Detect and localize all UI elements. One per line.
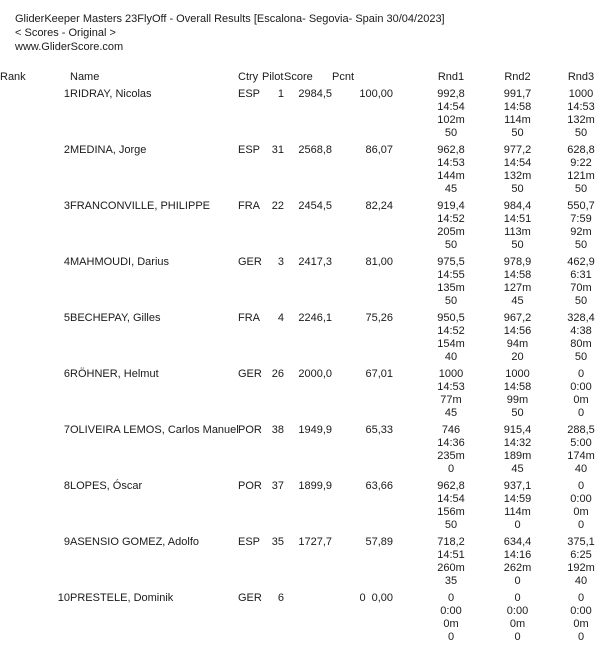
rnd1-bonus-cell: 50 [444, 295, 458, 307]
result-row-bonuses [0, 183, 611, 196]
rnd2-score-cell: 991,7 [503, 88, 532, 100]
rnd2-bonus-cell: 50 [511, 239, 524, 251]
rnd1-score-cell: 975,5 [437, 256, 465, 268]
pcnt-cell [332, 588, 393, 605]
result-row-times [0, 437, 611, 450]
rnd2-height-cell: 189m [503, 450, 532, 462]
score-cell: 2984,5 [298, 88, 332, 100]
rnd2-time-cell: 14:58 [503, 269, 532, 281]
name-cell: LOPES, Óscar [70, 480, 143, 492]
rank-cell: 7 [63, 424, 70, 436]
rnd3-score-cell: 328,4 [567, 312, 595, 324]
rnd1-height-cell: 156m [437, 506, 465, 518]
rnd2-time-cell: 14:54 [503, 157, 532, 169]
rnd1-height-cell: 260m [437, 562, 465, 574]
rnd3-height-cell: 80m [570, 338, 592, 350]
rnd3-height-cell: 0m [573, 506, 589, 518]
table-header-row [0, 70, 611, 84]
rnd1-time-cell: 14:53 [437, 381, 465, 393]
rnd3-bonus-cell: 0 [577, 631, 585, 643]
score-cell: 2000,0 [298, 368, 332, 380]
header-name: Name [70, 71, 100, 83]
result-row-heights [0, 562, 611, 575]
rank-cell: 2 [63, 144, 70, 156]
result-row-times [0, 157, 611, 170]
rnd2-bonus-cell: 50 [511, 127, 524, 139]
pcnt-cell: 100,00 [359, 88, 393, 100]
rnd2-height-cell: 132m [503, 170, 532, 182]
rank-cell: 9 [63, 536, 70, 548]
rnd2-time-cell: 14:58 [503, 381, 532, 393]
header-spacer [393, 70, 418, 84]
rnd1-height-cell: 102m [437, 114, 465, 126]
rnd1-time-cell: 0:00 [440, 605, 462, 617]
rnd3-bonus-cell: 50 [574, 239, 588, 251]
rnd1-bonus-cell: 50 [444, 127, 458, 139]
pilot-cell: 1 [277, 88, 284, 100]
ctry-cell: GER [238, 368, 262, 380]
rnd2-height-cell: 114m [504, 506, 531, 518]
rnd1-time-cell: 14:36 [437, 437, 465, 449]
result-row [0, 476, 611, 493]
rnd3-score-cell: 0 [577, 592, 585, 604]
result-row [0, 308, 611, 325]
rnd3-height-cell: 0m [573, 618, 589, 630]
result-row-heights [0, 506, 611, 519]
rnd1-time-cell: 14:51 [437, 549, 465, 561]
rnd1-score-cell: 0 [447, 592, 455, 604]
rnd2-height-cell: 94m [506, 338, 529, 350]
rnd3-height-cell: 92m [570, 226, 592, 238]
rnd2-score-cell: 977,2 [503, 144, 532, 156]
rnd3-height-cell: 132m [567, 114, 595, 126]
result-row-heights [0, 338, 611, 351]
ctry-cell: ESP [238, 88, 261, 100]
name-cell: RIDRAY, Nicolas [70, 88, 152, 100]
rnd3-score-cell: 375,1 [567, 536, 595, 548]
result-row [0, 532, 611, 549]
rnd1-bonus-cell: 0 [447, 463, 455, 475]
score-cell: 1899,9 [298, 480, 332, 492]
rnd3-score-cell: 1000 [568, 88, 594, 100]
rnd2-bonus-cell: 0 [514, 575, 521, 587]
rnd2-bonus-cell: 50 [511, 183, 524, 195]
ctry-cell: ESP [238, 144, 261, 156]
pilot-cell: 3 [277, 256, 284, 268]
rnd3-score-cell: 462,9 [567, 256, 595, 268]
rnd3-bonus-cell: 50 [574, 183, 588, 195]
rnd3-height-cell: 174m [567, 450, 595, 462]
rnd2-height-cell: 127m [503, 282, 532, 294]
rnd3-time-cell: 0:00 [570, 605, 592, 617]
rnd3-score-cell: 0 [577, 480, 585, 492]
rnd1-bonus-cell: 40 [444, 351, 458, 363]
rank-cell: 6 [63, 368, 70, 380]
rnd2-time-cell: 14:16 [503, 549, 532, 561]
rnd1-height-cell: 144m [437, 170, 465, 182]
result-row-heights [0, 114, 611, 127]
rank-cell: 5 [63, 312, 70, 324]
pcnt-cell: 81,00 [365, 256, 393, 268]
pilot-cell: 6 [277, 592, 284, 604]
rnd3-time-cell: 5:00 [570, 437, 592, 449]
rnd2-height-cell: 113m [504, 226, 531, 238]
pilot-cell: 31 [271, 144, 284, 156]
name-cell: ASENSIO GOMEZ, Adolfo [70, 536, 199, 548]
rank-cell: 10 [57, 592, 70, 604]
rnd2-bonus-cell: 45 [511, 295, 524, 307]
header-pcnt: Pcnt [332, 71, 355, 83]
rnd1-score-cell: 962,8 [437, 480, 465, 492]
rnd1-height-cell: 235m [437, 450, 465, 462]
report-header [15, 12, 445, 54]
pcnt-value: 0,00 [371, 592, 393, 604]
score-value: 0 [359, 592, 366, 604]
rnd2-time-cell: 14:32 [503, 437, 532, 449]
rnd2-bonus-cell: 20 [511, 351, 524, 363]
header-rnd1: Rnd1 [437, 71, 465, 83]
result-row-heights [0, 226, 611, 239]
rnd2-bonus-cell: 0 [514, 519, 521, 531]
pilot-cell: 37 [271, 480, 284, 492]
rnd3-bonus-cell: 50 [574, 351, 588, 363]
ctry-cell: POR [238, 424, 262, 436]
header-pilot: Pilot [262, 71, 284, 83]
rnd3-bonus-cell: 40 [574, 575, 588, 587]
pilot-cell: 4 [277, 312, 284, 324]
rnd1-time-cell: 14:54 [437, 493, 465, 505]
result-row [0, 364, 611, 381]
rnd2-score-cell: 0 [514, 592, 521, 604]
pcnt-cell: 67,01 [365, 368, 393, 380]
score-cell: 2568,8 [298, 144, 332, 156]
name-cell: PRESTELE, Dominik [70, 592, 174, 604]
rnd1-score-cell: 962,8 [437, 144, 465, 156]
ctry-cell: GER [238, 592, 262, 604]
rnd2-height-cell: 0m [509, 618, 526, 630]
pcnt-cell: 65,33 [365, 424, 393, 436]
rnd1-bonus-cell: 50 [444, 239, 458, 251]
report-website: www.GliderScore.com [15, 41, 124, 53]
rnd3-height-cell: 0m [573, 394, 589, 406]
result-row-bonuses [0, 127, 611, 140]
rnd1-score-cell: 950,5 [437, 312, 465, 324]
result-row-bonuses [0, 239, 611, 252]
rnd3-time-cell: 14:53 [567, 101, 595, 113]
result-row [0, 252, 611, 269]
rnd1-score-cell: 992,8 [437, 88, 465, 100]
rnd3-height-cell: 192m [567, 562, 595, 574]
name-cell: OLIVEIRA LEMOS, Carlos Manuel [70, 424, 239, 436]
rnd3-time-cell: 6:31 [570, 269, 592, 281]
rnd3-score-cell: 628,8 [567, 144, 595, 156]
pcnt-cell: 57,89 [365, 536, 393, 548]
score-cell: 1727,7 [298, 536, 332, 548]
rnd2-score-cell: 1000 [505, 368, 530, 380]
results-table [0, 70, 611, 644]
ctry-cell: ESP [238, 536, 261, 548]
rnd1-time-cell: 14:52 [437, 213, 465, 225]
pilot-cell: 22 [271, 200, 284, 212]
rnd2-height-cell: 262m [503, 562, 532, 574]
result-row-heights [0, 170, 611, 183]
ctry-cell: FRA [238, 312, 260, 324]
result-row-bonuses [0, 295, 611, 308]
result-row-heights [0, 394, 611, 407]
rnd3-time-cell: 4:38 [570, 325, 592, 337]
result-row [0, 196, 611, 213]
rnd3-score-cell: 288,5 [567, 424, 595, 436]
result-row-heights [0, 618, 611, 631]
score-cell: 2454,5 [298, 200, 332, 212]
rnd2-height-cell: 114m [504, 114, 531, 126]
rnd1-bonus-cell: 50 [444, 519, 458, 531]
rnd2-time-cell: 0:00 [506, 605, 529, 617]
rnd3-score-cell: 550,7 [567, 200, 595, 212]
rnd3-time-cell: 7:59 [570, 213, 592, 225]
name-cell: BECHEPAY, Gilles [70, 312, 161, 324]
header-rnd2: Rnd2 [504, 71, 531, 83]
score-cell: 2246,1 [298, 312, 332, 324]
ctry-cell: GER [238, 256, 262, 268]
rnd1-bonus-cell: 45 [444, 183, 458, 195]
rank-cell: 3 [63, 200, 70, 212]
rnd1-score-cell: 718,2 [437, 536, 465, 548]
pcnt-cell: 82,24 [365, 200, 393, 212]
pilot-cell: 38 [271, 424, 284, 436]
rnd3-bonus-cell: 40 [574, 463, 588, 475]
pcnt-cell: 63,66 [365, 480, 393, 492]
rnd3-bonus-cell: 50 [574, 127, 588, 139]
rnd3-time-cell: 9:22 [570, 157, 592, 169]
result-row-times [0, 381, 611, 394]
score-cell: 1949,9 [298, 424, 332, 436]
result-row-times [0, 269, 611, 282]
rnd2-score-cell: 937,1 [503, 480, 532, 492]
result-row [0, 588, 611, 605]
rnd1-time-cell: 14:55 [437, 269, 465, 281]
rnd1-bonus-cell: 35 [444, 575, 458, 587]
pilot-cell: 35 [271, 536, 284, 548]
pcnt-cell: 75,26 [365, 312, 393, 324]
result-row-times [0, 549, 611, 562]
rnd1-height-cell: 154m [437, 338, 465, 350]
rank-cell: 1 [63, 88, 70, 100]
header-rnd3: Rnd3 [567, 71, 595, 83]
rnd2-height-cell: 99m [506, 394, 529, 406]
result-row-heights [0, 282, 611, 295]
result-row-times [0, 325, 611, 338]
rnd2-score-cell: 634,4 [503, 536, 532, 548]
rnd3-bonus-cell: 0 [577, 407, 585, 419]
report-subtitle: < Scores - Original > [15, 27, 116, 39]
rnd3-height-cell: 121m [567, 170, 595, 182]
rnd2-score-cell: 978,9 [503, 256, 532, 268]
rnd1-height-cell: 135m [437, 282, 465, 294]
ctry-cell: FRA [238, 200, 260, 212]
rnd2-bonus-cell: 0 [514, 631, 521, 643]
rnd2-time-cell: 14:58 [503, 101, 532, 113]
report-title: GliderKeeper Masters 23FlyOff - Overall Results [Escalona- Segovia- Spain 30/04/2023] [15, 13, 445, 25]
result-row-times [0, 213, 611, 226]
rnd1-time-cell: 14:54 [437, 101, 465, 113]
result-row [0, 420, 611, 437]
rnd1-height-cell: 77m [440, 394, 462, 406]
result-row-bonuses [0, 631, 611, 644]
rnd3-score-cell: 0 [577, 368, 585, 380]
rnd3-bonus-cell: 0 [577, 519, 585, 531]
rnd2-time-cell: 14:51 [503, 213, 532, 225]
name-cell: FRANCONVILLE, PHILIPPE [70, 200, 210, 212]
rnd3-time-cell: 0:00 [570, 381, 592, 393]
header-rank: Rank [0, 71, 26, 83]
result-row-heights [0, 450, 611, 463]
pcnt-cell: 86,07 [365, 144, 393, 156]
name-cell: RÖHNER, Helmut [70, 368, 159, 380]
rnd2-score-cell: 967,2 [503, 312, 532, 324]
rnd1-bonus-cell: 45 [444, 407, 458, 419]
rnd1-time-cell: 14:52 [437, 325, 465, 337]
rnd2-bonus-cell: 45 [511, 463, 524, 475]
rnd2-score-cell: 984,4 [503, 200, 532, 212]
rnd1-score-cell: 746 [441, 424, 461, 436]
result-row-bonuses [0, 351, 611, 364]
result-row-bonuses [0, 407, 611, 420]
rnd2-score-cell: 915,4 [503, 424, 532, 436]
rnd3-time-cell: 0:00 [570, 493, 592, 505]
rank-cell: 8 [63, 480, 70, 492]
rnd3-time-cell: 6:25 [570, 549, 592, 561]
header-score: Score [284, 71, 313, 83]
pilot-cell: 26 [271, 368, 284, 380]
rnd1-bonus-cell: 0 [447, 631, 455, 643]
result-row [0, 84, 611, 101]
rnd1-height-cell: 205m [437, 226, 465, 238]
rnd2-bonus-cell: 50 [511, 407, 524, 419]
result-row-bonuses [0, 519, 611, 532]
rnd2-time-cell: 14:56 [503, 325, 532, 337]
rnd2-time-cell: 14:59 [503, 493, 532, 505]
rnd1-height-cell: 0m [443, 618, 459, 630]
rank-cell: 4 [63, 256, 70, 268]
result-row-bonuses [0, 575, 611, 588]
rnd1-score-cell: 919,4 [437, 200, 465, 212]
rnd3-height-cell: 70m [570, 282, 592, 294]
header-ctry: Ctry [238, 71, 259, 83]
score-cell [284, 588, 332, 605]
rnd3-bonus-cell: 50 [574, 295, 588, 307]
result-row-times [0, 101, 611, 114]
name-cell: MAHMOUDI, Darius [70, 256, 170, 268]
rnd1-score-cell: 1000 [438, 368, 464, 380]
score-cell: 2417,3 [298, 256, 332, 268]
result-row-bonuses [0, 463, 611, 476]
rnd1-time-cell: 14:53 [437, 157, 465, 169]
name-cell: MEDINA, Jorge [70, 144, 147, 156]
result-row-times [0, 493, 611, 506]
ctry-cell: POR [238, 480, 262, 492]
result-row [0, 140, 611, 157]
result-row-times [0, 605, 611, 618]
